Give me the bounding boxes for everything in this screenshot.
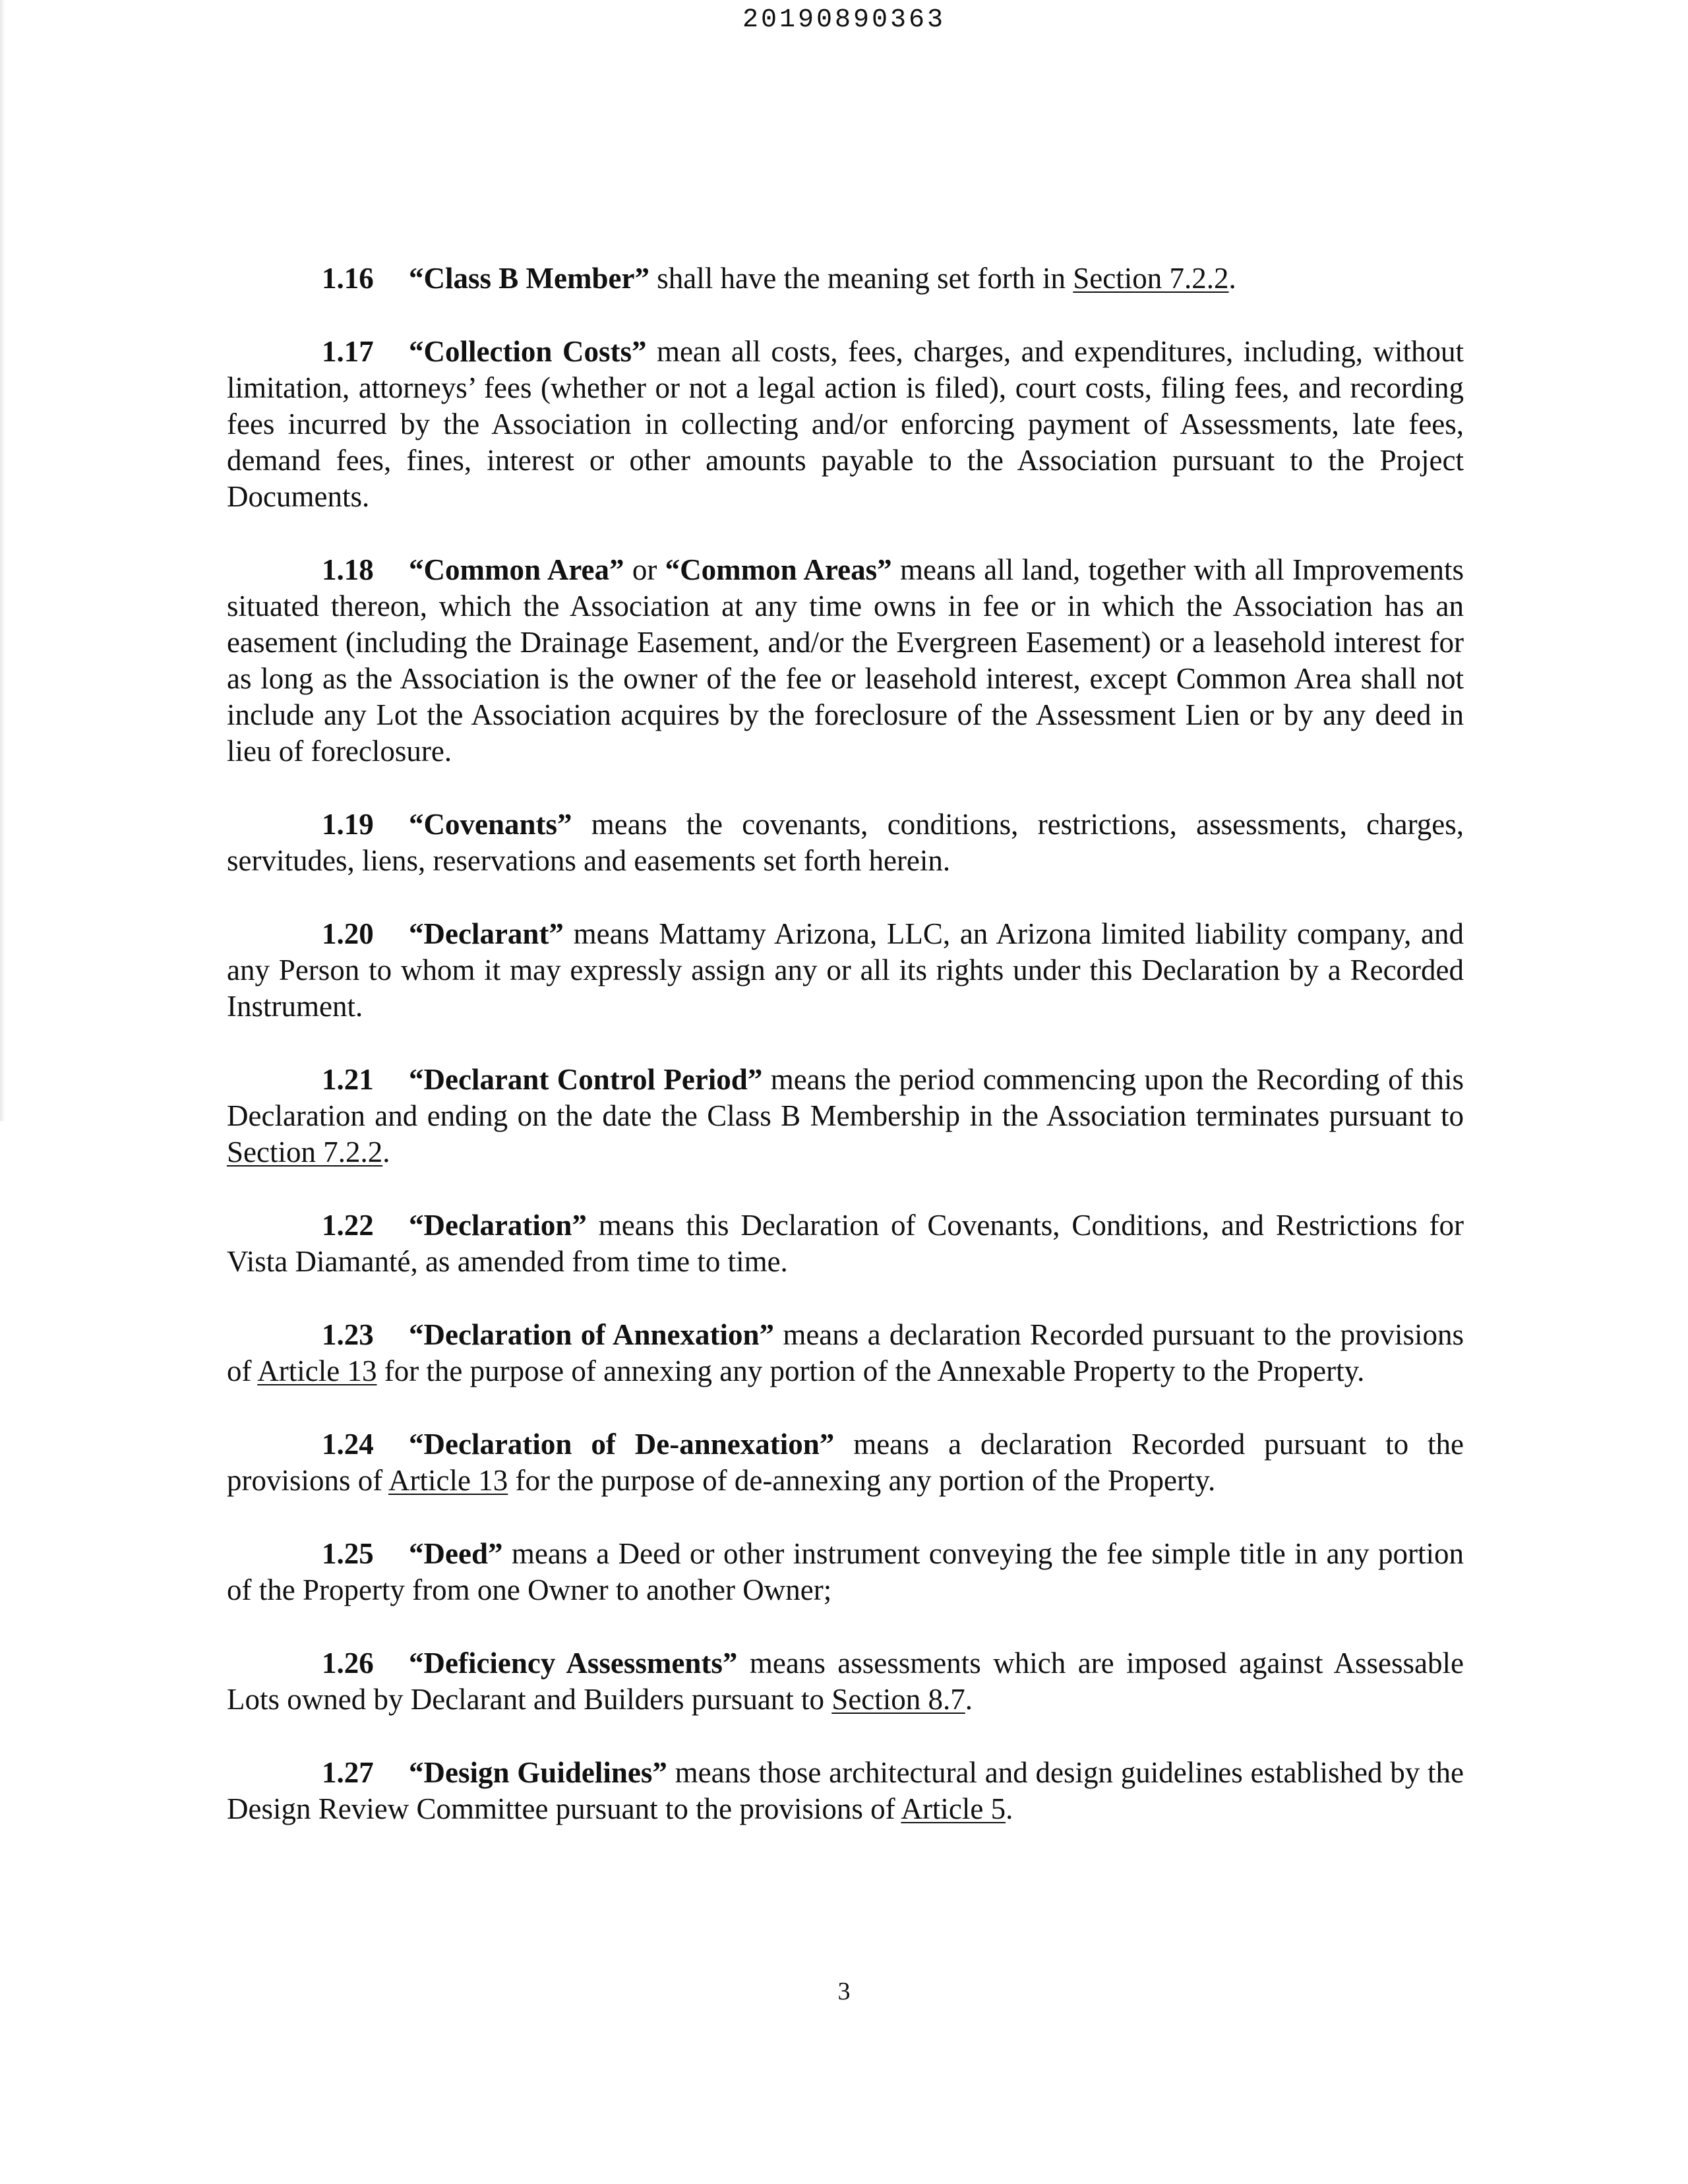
defined-term: “Deed” — [409, 1537, 503, 1570]
defined-term: “Design Guidelines” — [409, 1756, 667, 1789]
clause-text-end: for the purpose of annexing any portion of the Annexable Property to the Property. — [377, 1354, 1365, 1387]
clause-number: 1.25 — [322, 1537, 374, 1570]
clause-text: mean all costs, fees, charges, and expenditures, including, without limitation, attorneys’ fees (whether or not a legal action is filed), court costs, filing fees, and recording fees incurred by the Association in collecting and/or enforcing payment of Assessments, late fees, demand fees, fines, interest or other amounts payable to the Association pursuant to the Project Documents. — [227, 335, 1464, 513]
clause-text: means a declaration Recorded pursuant to the provisions of — [227, 1428, 1464, 1497]
clause-1-18 — [227, 552, 1464, 770]
scan-edge-shadow — [0, 0, 5, 1121]
section-reference-link[interactable]: Section 7.2.2 — [1073, 262, 1229, 295]
clause-number: 1.19 — [322, 808, 374, 841]
clause-1-20 — [227, 916, 1464, 1025]
clause-1-21 — [227, 1062, 1464, 1170]
clause-number: 1.17 — [322, 335, 374, 368]
clause-text: means Mattamy Arizona, LLC, an Arizona limited liability company, and any Person to whom it may expressly assign any or all its rights under this Declaration by a Recorded Instrument. — [227, 917, 1464, 1023]
defined-term-alternate: “Common Areas” — [665, 553, 892, 586]
clause-text: means assessments which are imposed against Assessable Lots owned by Declarant and Builders pursuant to — [227, 1647, 1464, 1716]
clause-text: means all land, together with all Improvements situated thereon, which the Association at any time owns in fee or in which the Association has an easement (including the Drainage Easement, and/or the Evergreen Easement) or a leasehold interest for as long as the Association is the owner of the fee or leasehold interest, except Common Area shall not include any Lot the Association acquires by the foreclosure of the Assessment Lien or by any deed in lieu of foreclosure. — [227, 553, 1464, 768]
clause-text: means the covenants, conditions, restrictions, assessments, charges, servitudes, liens, reservations and easements set forth herein. — [227, 808, 1464, 877]
clause-text-end: for the purpose of de-annexing any portion of the Property. — [508, 1464, 1216, 1497]
clause-text: means those architectural and design guidelines established by the Design Review Committee pursuant to the provisions of — [227, 1756, 1464, 1825]
clause-text-end: . — [965, 1683, 973, 1716]
clause-number: 1.16 — [322, 262, 374, 295]
clause-text: means this Declaration of Covenants, Conditions, and Restrictions for Vista Diamanté, as amended from time to time. — [227, 1209, 1464, 1278]
section-reference-link[interactable]: Section 7.2.2 — [227, 1136, 383, 1168]
article-reference-link[interactable]: Article 13 — [257, 1354, 377, 1387]
defined-term: “Collection Costs” — [409, 335, 647, 368]
clause-1-16 — [227, 260, 1464, 297]
defined-term: “Declarant” — [409, 917, 564, 950]
clause-text-end: . — [1228, 262, 1236, 295]
clause-number: 1.27 — [322, 1756, 374, 1789]
clause-number: 1.24 — [322, 1428, 374, 1461]
clause-number: 1.22 — [322, 1209, 374, 1242]
clause-text: means a declaration Recorded pursuant to the provisions of — [227, 1318, 1464, 1387]
clause-number: 1.18 — [322, 553, 374, 586]
page-number: 3 — [837, 1978, 851, 2005]
defined-term: “Declarant Control Period” — [409, 1063, 763, 1096]
clause-text-end: . — [382, 1136, 390, 1168]
clause-1-22 — [227, 1207, 1464, 1280]
document-number: 20190890363 — [742, 5, 946, 35]
clause-number: 1.20 — [322, 917, 374, 950]
defined-term: “Declaration of De-annexation” — [409, 1428, 835, 1461]
clause-1-23 — [227, 1317, 1464, 1389]
defined-term: “Common Area” — [409, 553, 624, 586]
defined-term: “Class B Member” — [409, 262, 649, 295]
document-body — [227, 260, 1464, 1864]
clause-1-17 — [227, 334, 1464, 515]
clause-1-27 — [227, 1755, 1464, 1827]
clause-number: 1.26 — [322, 1647, 374, 1680]
clause-text: shall have the meaning set forth in — [649, 262, 1073, 295]
clause-1-25 — [227, 1536, 1464, 1608]
clause-number: 1.21 — [322, 1063, 374, 1096]
clause-1-24 — [227, 1426, 1464, 1499]
clause-connector: or — [624, 553, 665, 586]
clause-number: 1.23 — [322, 1318, 374, 1351]
article-reference-link[interactable]: Article 5 — [901, 1792, 1006, 1825]
article-reference-link[interactable]: Article 13 — [388, 1464, 508, 1497]
defined-term: “Deficiency Assessments” — [409, 1647, 738, 1680]
clause-text: means a Deed or other instrument conveying the fee simple title in any portion of the Property from one Owner to another Owner; — [227, 1537, 1464, 1606]
section-reference-link[interactable]: Section 8.7 — [831, 1683, 965, 1716]
clause-1-19 — [227, 806, 1464, 879]
defined-term: “Declaration” — [409, 1209, 587, 1242]
defined-term: “Covenants” — [409, 808, 572, 841]
defined-term: “Declaration of Annexation” — [409, 1318, 775, 1351]
clause-text-end: . — [1006, 1792, 1013, 1825]
clause-1-26 — [227, 1645, 1464, 1718]
clause-text: means the period commencing upon the Recording of this Declaration and ending on the date the Class B Membership in the Association terminates pursuant to — [227, 1063, 1464, 1132]
